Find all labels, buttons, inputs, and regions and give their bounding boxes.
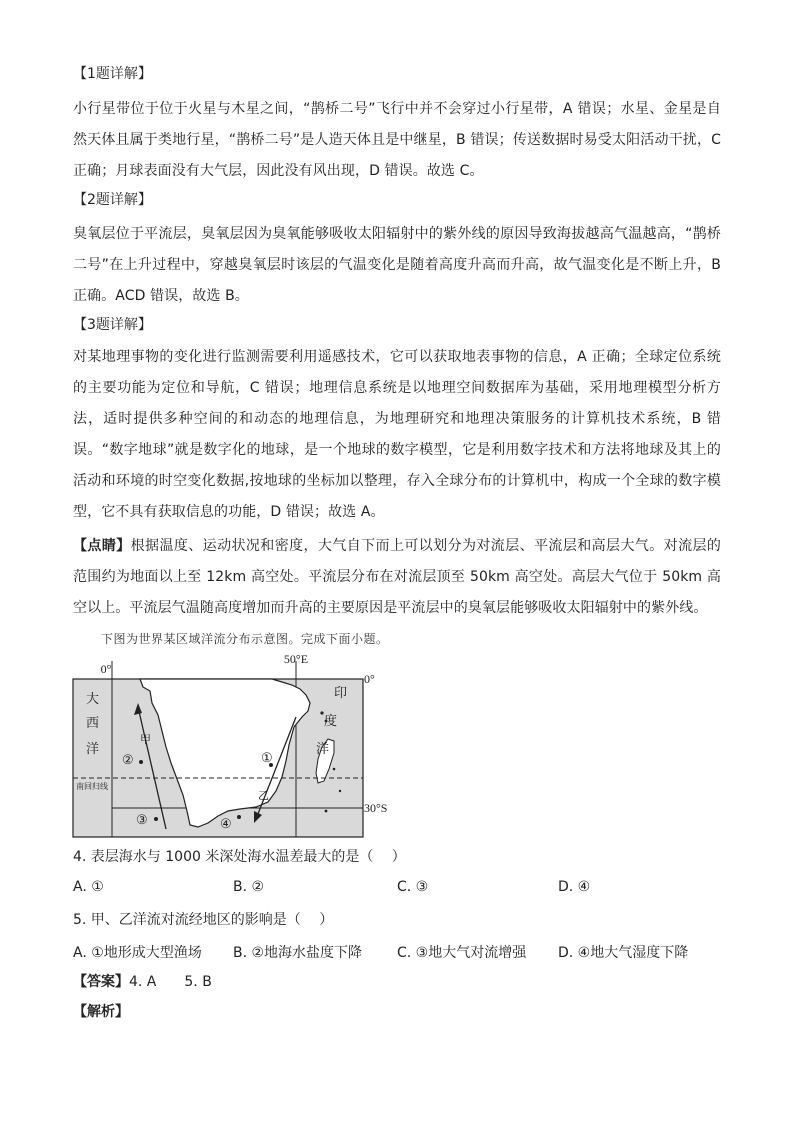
ocean-label-atlantic-3: 洋	[86, 741, 100, 756]
site-3-label: ③	[136, 812, 148, 827]
question-4-option-a[interactable]: A. ①	[73, 879, 104, 895]
lat-label-0: 0°	[364, 672, 375, 686]
question-5-option-a[interactable]: A. ①地形成大型渔场	[73, 945, 202, 961]
site-2-dot	[139, 760, 143, 764]
question-5-stem: 5. 甲、乙洋流对流经地区的影响是（ ）	[73, 912, 334, 928]
current-yi-label: 乙	[258, 790, 269, 802]
site-4-label: ④	[220, 816, 232, 831]
answer-text: 4. A 5. B	[129, 974, 212, 990]
figure-caption: 下图为世界某区域洋流分布示意图。完成下面小题。	[101, 632, 389, 646]
question-5-option-b[interactable]: B. ②地海水盐度下降	[233, 945, 363, 961]
lat-label-30s: 30°S	[364, 801, 388, 815]
tip-label: 【点睛】	[73, 538, 131, 554]
question-4-stem: 4. 表层海水与 1000 米深处海水温差最大的是（ ）	[73, 849, 406, 865]
answer-label: 【答案】	[73, 974, 129, 990]
question-4-option-c[interactable]: C. ③	[397, 879, 429, 895]
question-4-option-b[interactable]: B. ②	[233, 879, 265, 895]
ocean-label-indian-2: 度	[324, 713, 338, 728]
q3-heading: 【3题详解】	[73, 317, 152, 333]
lon-label-0: 0°	[100, 662, 112, 676]
question-5-option-c[interactable]: C. ③地大气对流增强	[397, 945, 527, 961]
site-3-dot	[154, 817, 158, 821]
lon-label-50e: 50°E	[283, 652, 309, 666]
q2-heading: 【2题详解】	[73, 192, 152, 208]
q3-explanation: 对某地理事物的变化进行监测需要利用遥感技术，它可以获取地表事物的信息，A 正确；全球定位系统的主要功能为定位和导航，C 错误；地理信息系统是以地理空间数据库为基础，采用地理模型分析方法，适时提供多种空间的和动态的地理信息，为地理研究和地理决策服务的计算机技术系统，B 错误。“数字地球”就是数字化的地球，是一个地球的数字模型，它是利用数字技术和方法将地球及其上的活动和环境的时空变化数据,按地球的坐标加以整理，存入全球分布的计算机中，构成一个全球的数字模型，它不具有获取信息的功能，D 错误；故选 A。	[73, 349, 721, 520]
island-mark	[339, 790, 341, 792]
site-2-label: ②	[122, 752, 134, 767]
island-mark	[325, 810, 328, 813]
answer-line	[73, 972, 212, 992]
current-jia-label: 甲	[140, 734, 151, 746]
ocean-label-atlantic-1: 大	[86, 691, 100, 706]
island-mark	[333, 768, 336, 771]
ocean-label-indian-3: 洋	[316, 741, 330, 756]
question-4-option-d[interactable]: D. ④	[558, 879, 591, 895]
q2-explanation: 臭氧层位于平流层，臭氧层因为臭氧能够吸收太阳辐射中的紫外线的原因导致海拔越高气温越高，“鹊桥二号”在上升过程中，穿越臭氧层时该层的气温变化是随着高度升高而升高，故气温变化是不断上升，B 正确。ACD 错误，故选 B。	[73, 226, 721, 304]
question-5-option-d[interactable]: D. ④地大气湿度下降	[558, 945, 689, 961]
q1-explanation: 小行星带位于位于火星与木星之间，“鹊桥二号”飞行中并不会穿过小行星带，A 错误；水星、金星是自然天体且属于类地行星，“鹊桥二号”是人造天体且是中继星，B 错误；传送数据时易受太阳活动干扰，C 正确；月球表面没有大气层，因此没有风出现，D 错误。故选 C。	[73, 101, 721, 179]
site-4-dot	[237, 815, 241, 819]
ocean-label-indian-1: 印	[334, 685, 348, 700]
analysis-label: 【解析】	[73, 1004, 129, 1020]
q1-heading: 【1题详解】	[73, 66, 152, 82]
site-1-label: ①	[261, 750, 273, 765]
tip-paragraph	[73, 531, 721, 624]
tropic-label: 南回归线	[76, 782, 108, 791]
ocean-current-map	[68, 651, 388, 841]
tip-text: 根据温度、运动状况和密度，大气自下而上可以划分为对流层、平流层和高层大气。对流层的范围约为地面以上至 12km 高空处。平流层分布在对流层顶至 50km 高空处。高层大气位于 50km 高空以上。平流层气温随高度增加而升高的主要原因是平流层中的臭氧层能够吸收太阳辐射中的紫外线。	[73, 538, 721, 616]
ocean-label-atlantic-2: 西	[86, 715, 100, 730]
